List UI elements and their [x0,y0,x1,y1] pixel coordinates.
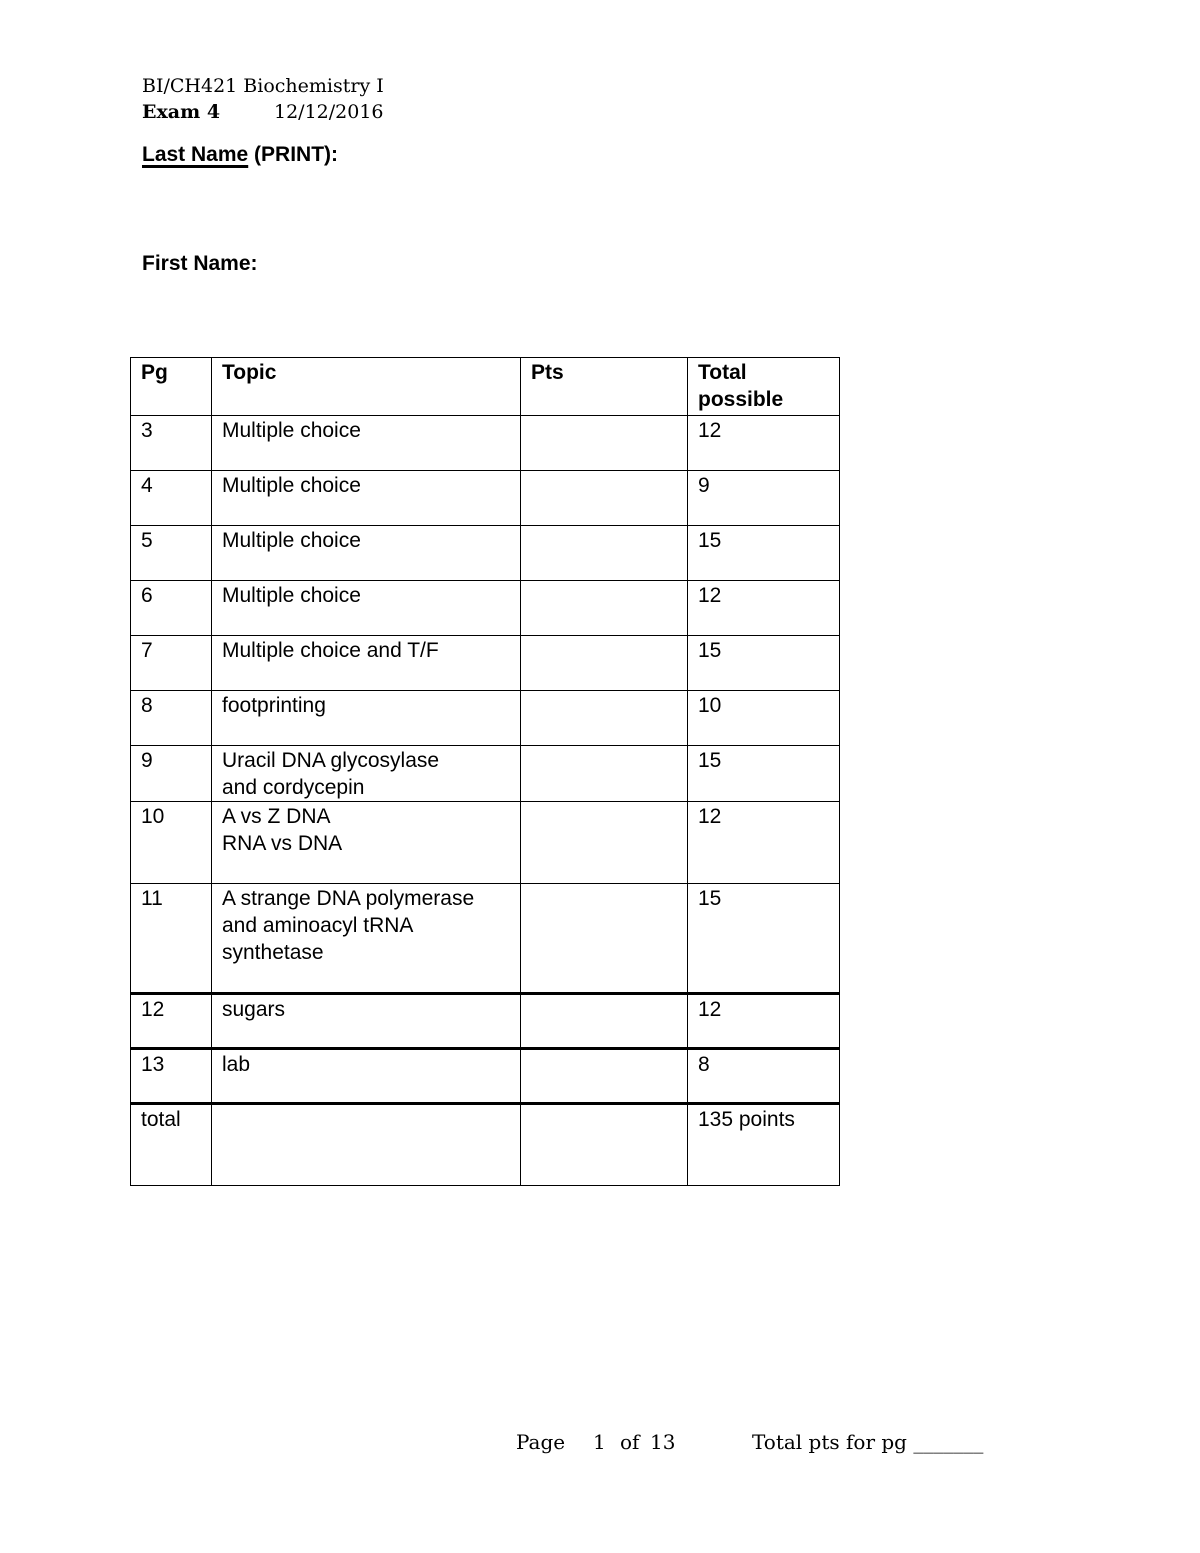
cell-total: 15 [688,636,840,691]
cell-topic: Multiple choice [212,471,521,526]
cell-topic: Multiple choice [212,581,521,636]
cell-topic: lab [212,1049,521,1104]
cell-pg: 11 [131,884,212,994]
cell-pts[interactable] [521,802,688,884]
table-row [131,994,840,1049]
footer-page-number: 1 [593,1430,606,1454]
exam-number: Exam 4 [142,101,221,123]
cell-pts[interactable] [521,691,688,746]
cell-pg: 10 [131,802,212,884]
cell-pg: 9 [131,746,212,802]
last-name-suffix: (PRINT): [248,143,339,166]
cell-total: 12 [688,802,840,884]
exam-line [142,101,384,123]
last-name-underlined: Last Name [142,143,249,166]
exam-date: 12/12/2016 [274,101,384,123]
table-row [131,691,840,746]
cell-total-label: total [131,1104,212,1186]
cell-pg: 7 [131,636,212,691]
cell-topic: Multiple choice and T/F [212,636,521,691]
table-total-row [131,1104,840,1186]
cell-pts[interactable] [521,1049,688,1104]
header-topic: Topic [212,358,521,416]
footer-total-pages: 13 [650,1430,676,1454]
cell-topic: Multiple choice [212,416,521,471]
cell-topic: Uracil DNA glycosylase and cordycepin [212,746,521,802]
cell-topic: A strange DNA polymerase and aminoacyl tRNA synthetase [212,884,521,994]
cell-total: 9 [688,471,840,526]
cell-total-possible: 135 points [688,1104,840,1186]
cell-pts[interactable] [521,994,688,1049]
cell-total: 10 [688,691,840,746]
cell-topic: A vs Z DNA RNA vs DNA [212,802,521,884]
cell-pts[interactable] [521,884,688,994]
header-total-possible: Total possible [688,358,840,416]
header-pg: Pg [131,358,212,416]
cell-pg: 4 [131,471,212,526]
cell-pg: 5 [131,526,212,581]
cell-total-topic [212,1104,521,1186]
cell-topic: sugars [212,994,521,1049]
cell-pts[interactable] [521,581,688,636]
cell-pts[interactable] [521,526,688,581]
cell-total: 15 [688,884,840,994]
footer-of-word: of [620,1430,640,1454]
cell-pts[interactable] [521,416,688,471]
table-row [131,471,840,526]
cell-pts[interactable] [521,746,688,802]
last-name-label [142,143,338,167]
cell-pg: 13 [131,1049,212,1104]
cell-total: 8 [688,1049,840,1104]
table-row [131,746,840,802]
course-title: BI/CH421 Biochemistry I [142,75,384,97]
table-row [131,416,840,471]
cell-total: 15 [688,526,840,581]
cell-total: 12 [688,581,840,636]
cell-total: 12 [688,416,840,471]
cell-total-pts[interactable] [521,1104,688,1186]
header-pts: Pts [521,358,688,416]
cell-total: 15 [688,746,840,802]
table-row [131,636,840,691]
table-row [131,581,840,636]
cell-topic: Multiple choice [212,526,521,581]
footer-page-word: Page [516,1430,566,1454]
table-row [131,802,840,884]
score-table [130,357,840,1186]
cell-pts[interactable] [521,636,688,691]
cell-total: 12 [688,994,840,1049]
cell-pts[interactable] [521,471,688,526]
table-header-row [131,358,840,416]
cell-pg: 8 [131,691,212,746]
cell-pg: 3 [131,416,212,471]
table-row [131,526,840,581]
table-row [131,884,840,994]
cell-pg: 6 [131,581,212,636]
cell-pg: 12 [131,994,212,1049]
cell-topic: footprinting [212,691,521,746]
footer-total-pts-label: Total pts for pg _______ [752,1430,984,1454]
first-name-label: First Name: [142,252,258,275]
table-row [131,1049,840,1104]
